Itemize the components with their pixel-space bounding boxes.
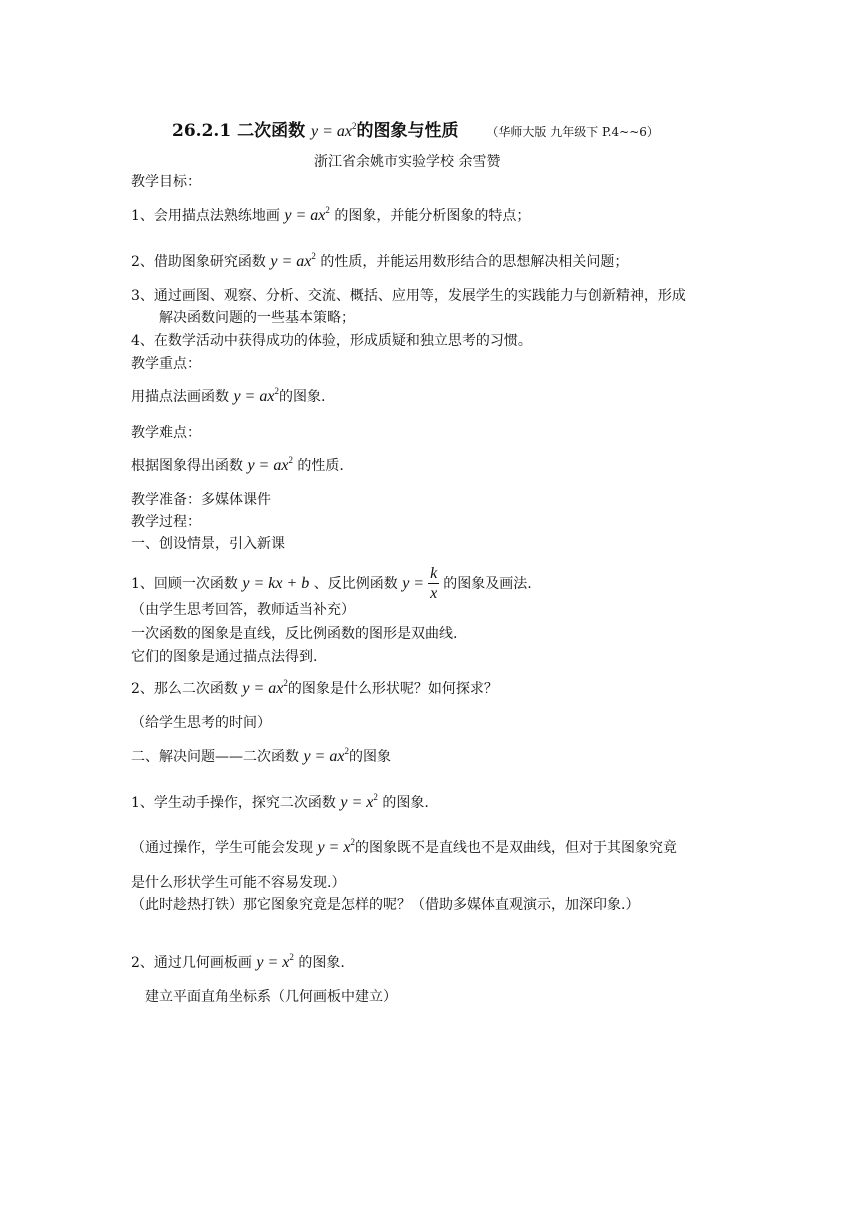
review-note: （由学生思考回答，教师适当补充） xyxy=(131,602,355,618)
formula-y-x2: $y = x^2$ xyxy=(317,837,355,856)
objective-4: 4、在数学活动中获得成功的体验，形成质疑和独立思考的习惯。 xyxy=(131,333,532,349)
title-source: （华师大版 九年级下 P.4~~6） xyxy=(486,125,659,139)
objective-3-cont: 解决函数问题的一些基本策略； xyxy=(159,310,355,326)
question-note: （给学生思考的时间） xyxy=(131,715,271,731)
formula-y-ax2: $y = ax^2$ xyxy=(233,386,279,405)
activity-1-para: （通过操作，学生可能会发现 $y = x^2$的图象既不是直线也不是双曲线，但对于其图象究竟 xyxy=(131,837,677,856)
title-prefix: 二次函数 xyxy=(237,121,306,141)
activity-1: 1、学生动手操作，探究二次函数 $y = x^2$ 的图象. xyxy=(131,792,429,811)
formula-y-x2: $y = x^2$ xyxy=(256,952,294,971)
formula-inverse-y: y = xyxy=(402,575,425,592)
preparation-line: 教学准备：多媒体课件 xyxy=(131,492,271,508)
key-point: 用描点法画函数 $y = ax^2$的图象. xyxy=(131,386,326,405)
objective-1: 1、会用描点法熟练地画 $y = ax^2$ 的图象，并能分析图象的特点； xyxy=(131,205,531,224)
objective-2: 2、借助图象研究函数 $y = ax^2$ 的性质，并能运用数形结合的思想解决相关问题； xyxy=(131,251,629,270)
title-number: 26.2.1 xyxy=(172,121,232,141)
author-line: 浙江省余姚市实验学校 余雪赞 xyxy=(314,154,501,170)
activity-2: 2、通过几何画板画 $y = x^2$ 的图象. xyxy=(131,952,345,971)
activity-1-para-cont: 是什么形状学生可能不容易发现.） xyxy=(131,875,346,891)
formula-y-ax2: $y = ax^2$ xyxy=(303,746,349,765)
formula-linear: y = kx + b xyxy=(242,575,310,592)
section-2-heading: 二、解决问题——二次函数 $y = ax^2$的图象 xyxy=(131,746,391,765)
formula-y-x2: $y = x^2$ xyxy=(340,792,378,811)
formula-y-ax2: $y = ax^2$ xyxy=(247,455,293,474)
objectives-heading: 教学目标： xyxy=(131,174,201,190)
formula-y-ax2: $y = ax^2$ xyxy=(284,205,330,224)
key-heading: 教学重点： xyxy=(131,356,201,372)
objective-3: 3、通过画图、观察、分析、交流、概括、应用等，发展学生的实践能力与创新精神，形成 xyxy=(131,288,686,304)
page-title xyxy=(172,116,659,141)
section-1-heading: 一、创设情景，引入新课 xyxy=(131,536,285,552)
fraction-k-over-x: $\frac{k}{x}$ xyxy=(430,565,438,602)
review-line: 1、回顾一次函数 y = kx + b 、反比例函数 y = $\frac{k}{x}$ 的图象及画法. xyxy=(131,565,532,602)
process-heading: 教学过程： xyxy=(131,514,201,530)
question-line: 2、那么二次函数 $y = ax^2$的图象是什么形状呢？如何探求？ xyxy=(131,678,498,697)
formula-y-ax2: $y = ax^2$ xyxy=(270,251,316,270)
title-suffix: 的图象与性质 xyxy=(356,121,459,141)
difficulty-point: 根据图象得出函数 $y = ax^2$ 的性质. xyxy=(131,455,344,474)
formula-y-ax2: $y = ax^2$ xyxy=(242,678,288,697)
title-formula: $y = ax^2$ xyxy=(311,121,357,140)
activity-1-demo: （此时趁热打铁）那它图象究竟是怎样的呢？（借助多媒体直观演示，加深印象.） xyxy=(131,897,640,913)
activity-2-step: 建立平面直角坐标系（几何画板中建立） xyxy=(145,989,397,1005)
difficulty-heading: 教学难点： xyxy=(131,425,201,441)
review-answer-1: 一次函数的图象是直线，反比例函数的图形是双曲线. xyxy=(131,626,458,642)
review-answer-2: 它们的图象是通过描点法得到. xyxy=(131,649,318,665)
